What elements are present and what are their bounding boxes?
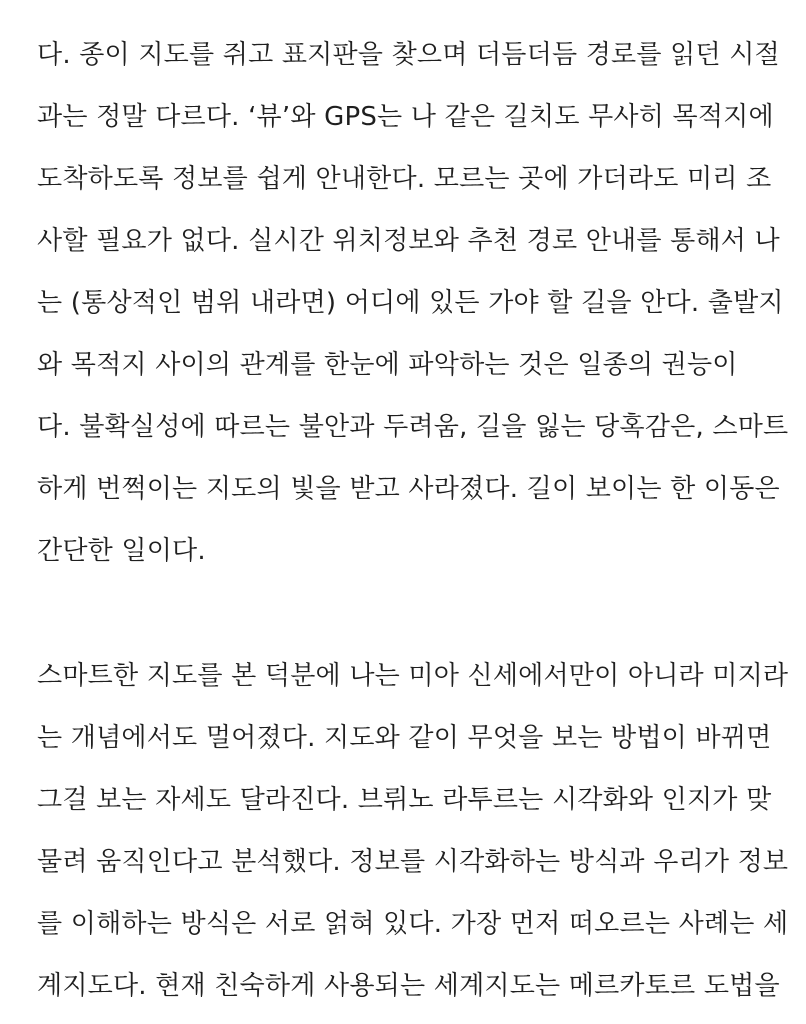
text-line: 계지도다. 현재 친숙하게 사용되는 세계지도는 메르카토르 도법을 [37, 971, 780, 1001]
paragraph-1 [0, 24, 806, 582]
text-line: 그걸 보는 자세도 달라진다. 브뤼노 라투르는 시각화와 인지가 맞 [37, 785, 772, 815]
paragraph-2 [0, 645, 806, 1017]
text-line: 간단한 일이다. [37, 536, 206, 566]
text-line: 는 개념에서도 멀어졌다. 지도와 같이 무엇을 보는 방법이 바뀌면 [37, 723, 772, 753]
text-line: 다. 종이 지도를 쥐고 표지판을 찾으며 더듬더듬 경로를 읽던 시절 [37, 40, 780, 70]
text-line: 다. 불확실성에 따르는 불안과 두려움, 길을 잃는 당혹감은, 스마트 [37, 412, 789, 442]
text-line: 와 목적지 사이의 관계를 한눈에 파악하는 것은 일종의 권능이 [37, 350, 738, 380]
text-line: 를 이해하는 방식은 서로 얽혀 있다. 가장 먼저 떠오르는 사례는 세 [37, 909, 789, 939]
text-line: 사할 필요가 없다. 실시간 위치정보와 추천 경로 안내를 통해서 나 [37, 226, 780, 256]
text-line: 물려 움직인다고 분석했다. 정보를 시각화하는 방식과 우리가 정보 [37, 847, 789, 877]
text-line: 는 (통상적인 범위 내라면) 어디에 있든 가야 할 길을 안다. 출발지 [37, 288, 784, 318]
text-line: 하게 번쩍이는 지도의 빛을 받고 사라졌다. 길이 보이는 한 이동은 [37, 474, 780, 504]
text-line: 도착하도록 정보를 쉽게 안내한다. 모르는 곳에 가더라도 미리 조 [37, 164, 772, 194]
text-line: 과는 정말 다르다. ‘뷰’와 GPS는 나 같은 길치도 무사히 목적지에 [37, 102, 774, 132]
text-line: 스마트한 지도를 본 덕분에 나는 미아 신세에서만이 아니라 미지라 [37, 661, 789, 691]
